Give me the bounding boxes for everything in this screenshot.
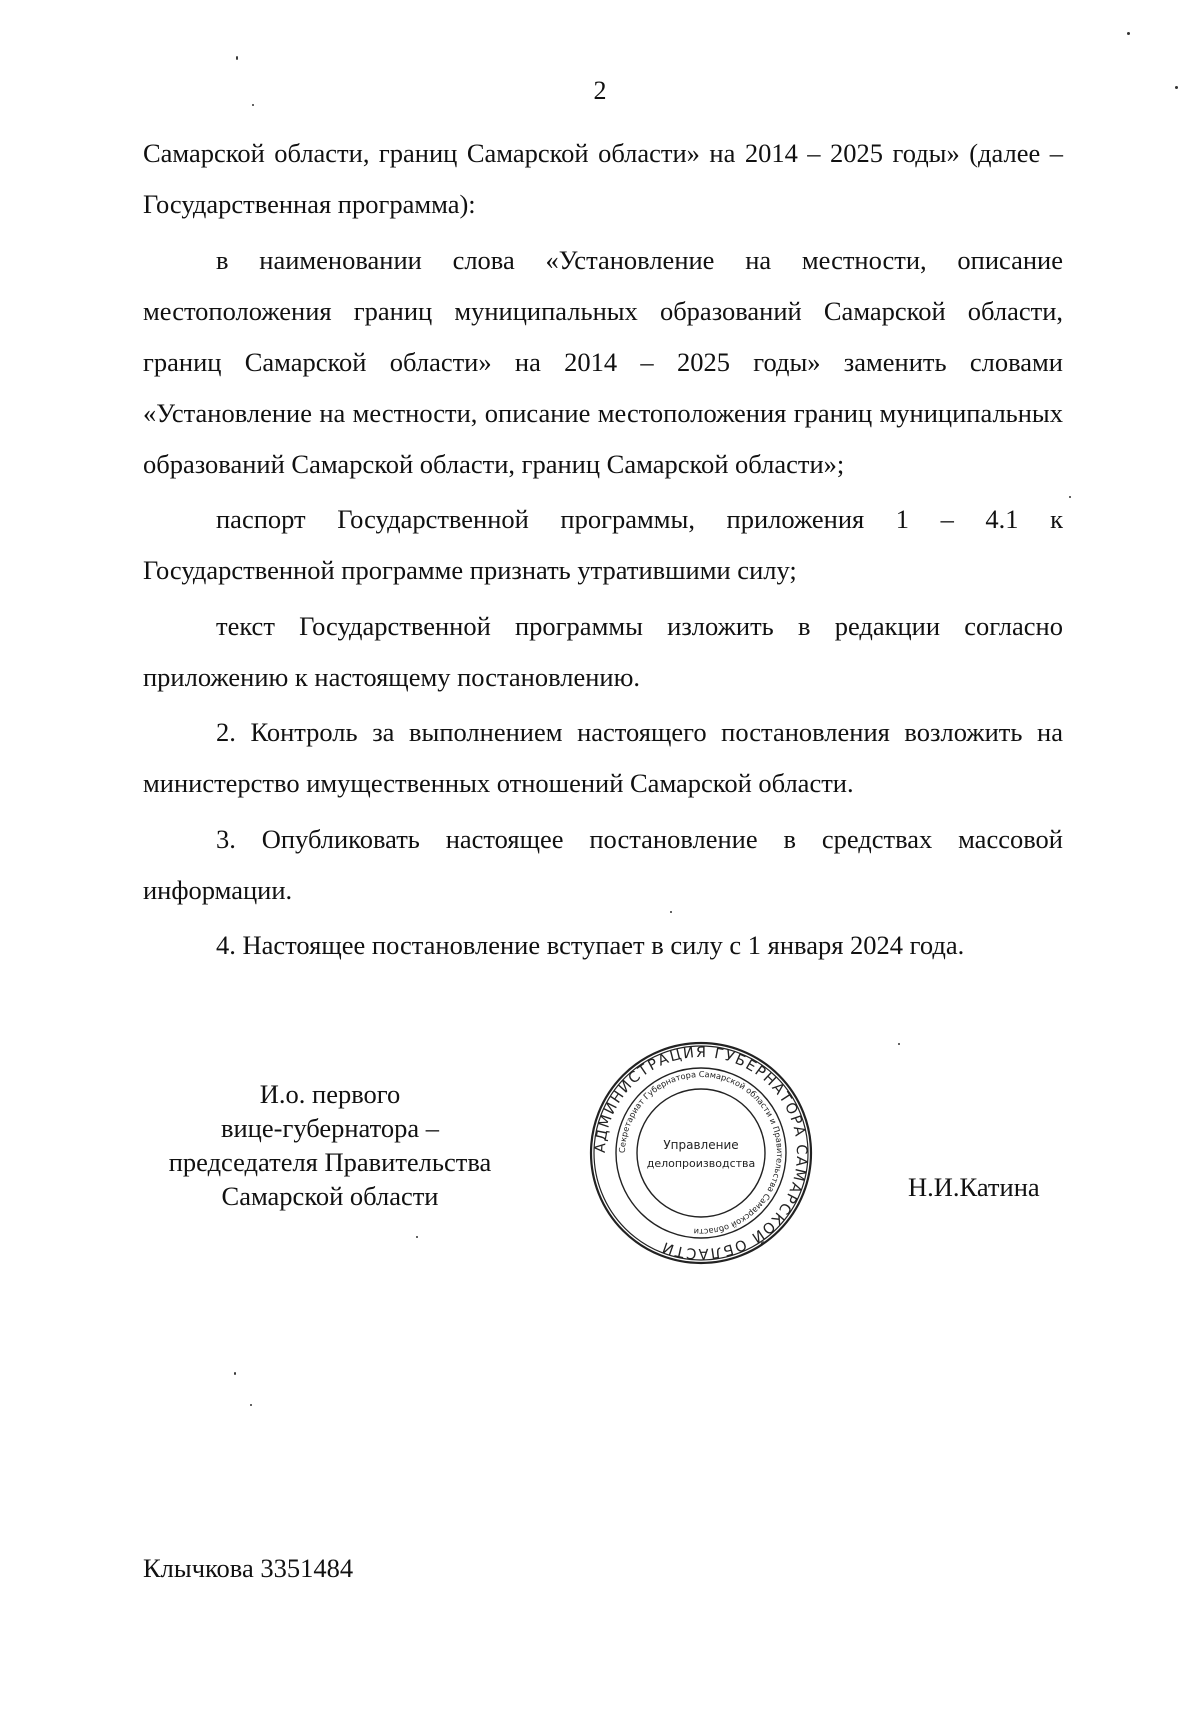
official-seal-stamp [588, 1040, 814, 1266]
scan-speck [252, 104, 254, 106]
signatory-title-line: Самарской области [221, 1181, 439, 1211]
scan-speck [898, 1043, 900, 1045]
scan-speck [1127, 32, 1130, 35]
stamp-center-line: делопроизводства [646, 1157, 756, 1170]
scan-speck [250, 1404, 252, 1406]
scan-speck [670, 911, 672, 913]
signatory-title-line: председателя Правительства [168, 1147, 492, 1177]
signatory-name: Н.И.Катина [908, 1172, 1040, 1202]
stamp-inner-text: Секретариат Губернатора Самарской области и Правительства Самарской области [616, 1068, 786, 1238]
signatory-title-line: И.о. первого [259, 1079, 401, 1109]
paragraph-title-change: в наименовании слова «Установление на местности, описание местоположения границ муниципальных образований Самарской области, границ Самарской области» на 2014 – 2025 годы» заменить словами «Установление на местности, описание местоположения границ муниципальных образований Самарской области, границ Самарской области»; [143, 244, 1063, 479]
page-number: 2 [593, 76, 607, 105]
document-body [143, 128, 1063, 976]
paragraph-new-text: текст Государственной программы изложить в редакции согласно приложению к настоящему постановлению. [143, 610, 1063, 692]
stamp-outer-text: АДМИНИСТРАЦИЯ ГУБЕРНАТОРА САМАРСКОЙ ОБЛАСТИ [592, 1044, 810, 1262]
scan-speck [416, 1236, 418, 1238]
scan-speck [236, 56, 238, 60]
scan-speck [1069, 496, 1071, 498]
paragraph-control: 2. Контроль за выполнением настоящего постановления возложить на министерство имущественных отношений Самарской области. [143, 717, 1063, 798]
scan-speck [234, 1372, 236, 1375]
stamp-center-line: Управление [663, 1138, 739, 1152]
paragraph-effective-date: 4. Настоящее постановление вступает в силу с 1 января 2024 года. [216, 930, 965, 960]
paragraph-passport-void: паспорт Государственной программы, приложения 1 – 4.1 к Государственной программе признать утратившими силу; [143, 504, 1063, 585]
signatory-title-line: вице-губернатора – [220, 1113, 439, 1143]
executor-contact: Клычкова 3351484 [143, 1553, 354, 1583]
signatory-title [140, 1077, 520, 1213]
paragraph-continuation: Самарской области, границ Самарской области» на 2014 – 2025 годы» (далее – Государственная программа): [143, 138, 1063, 219]
scan-speck [1175, 86, 1178, 89]
paragraph-publish: 3. Опубликовать настоящее постановление в средствах массовой информации. [143, 823, 1063, 905]
svg-text:Секретариат Губернатора Самарс [617, 1069, 785, 1237]
